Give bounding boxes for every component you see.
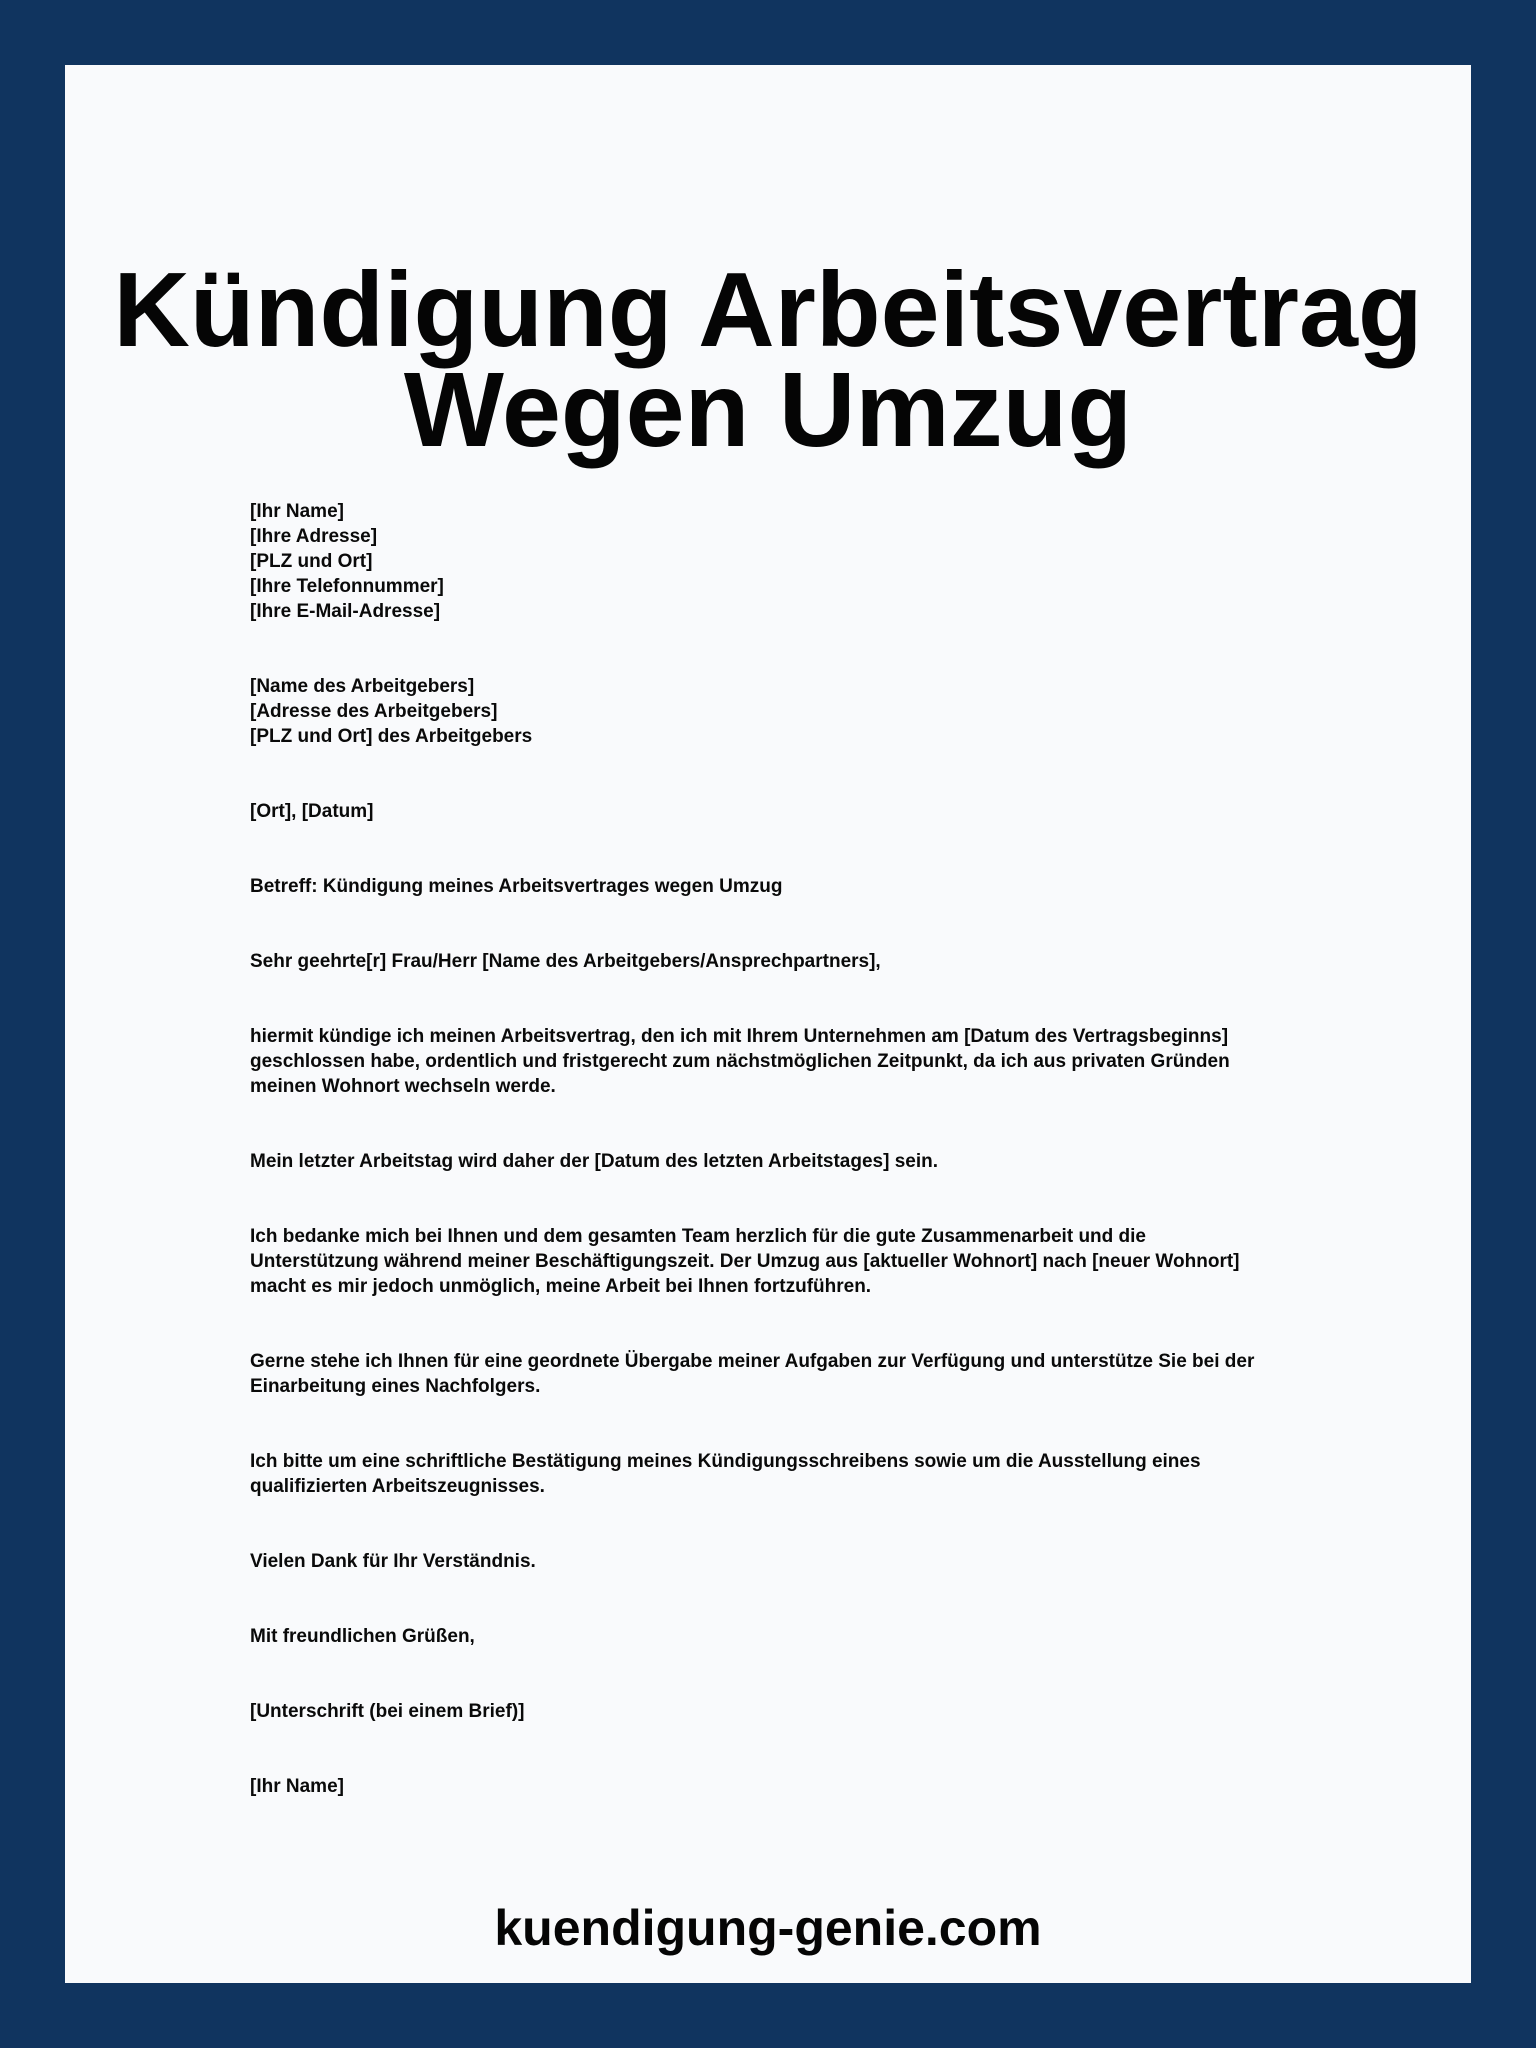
sender-name: [Ihr Name] (250, 501, 344, 522)
footer-website: kuendigung-genie.com (494, 1900, 1042, 1956)
paragraph-confirmation: Ich bitte um eine schriftliche Bestätigung meines Kündigungsschreibens sowie um die Ausstellung eines qualifizierten Arbeitszeugnisses. (250, 1451, 1201, 1497)
title-line-2: Wegen Umzug (403, 351, 1133, 469)
sender-email: [Ihre E-Mail-Adresse] (250, 601, 441, 622)
sender-phone: [Ihre Telefonnummer] (250, 576, 444, 597)
title-line-1: Kündigung Arbeitsvertrag (113, 251, 1423, 369)
signature-placeholder: [Unterschrift (bei einem Brief)] (250, 1701, 525, 1722)
sender-zip-city: [PLZ und Ort] (250, 551, 373, 572)
signer-name: [Ihr Name] (250, 1776, 344, 1797)
paragraph-thanks: Ich bedanke mich bei Ihnen und dem gesamten Team herzlich für die gute Zusammenarbeit und die Unterstützung während meiner Beschäftigungszeit. Der Umzug aus [aktueller Wohnort] nach [neuer Wohnort] macht es mir jedoch unmöglich, meine Arbeit bei Ihnen fortzuführen. (250, 1226, 1240, 1297)
paragraph-handover: Gerne stehe ich Ihnen für eine geordnete Übergabe meiner Aufgaben zur Verfügung und unterstütze Sie bei der Einarbeitung eines Nachfolgers. (250, 1351, 1255, 1397)
document-page (65, 65, 1471, 1983)
subject-line: Betreff: Kündigung meines Arbeitsvertrages wegen Umzug (250, 876, 783, 897)
recipient-zip-city: [PLZ und Ort] des Arbeitgebers (250, 726, 533, 747)
paragraph-notice: hiermit kündige ich meinen Arbeitsvertrag, den ich mit Ihrem Unternehmen am [Datum des Vertragsbeginns] geschlossen habe, ordentlich und fristgerecht zum nächstmöglichen Zeitpunkt, da ich aus privaten Gründen meinen Wohnort wechseln werde. (250, 1026, 1230, 1097)
recipient-block (250, 674, 1350, 749)
recipient-name: [Name des Arbeitgebers] (250, 676, 475, 697)
recipient-address: [Adresse des Arbeitgebers] (250, 701, 498, 722)
paragraph-gratitude: Vielen Dank für Ihr Verständnis. (250, 1551, 536, 1572)
place-date: [Ort], [Datum] (250, 801, 374, 822)
closing: Mit freundlichen Grüßen, (250, 1626, 475, 1647)
letter-body (250, 499, 1350, 1849)
paragraph-last-day: Mein letzter Arbeitstag wird daher der [Datum des letzten Arbeitstages] sein. (250, 1151, 939, 1172)
sender-block (250, 499, 1350, 624)
document-title (65, 251, 1471, 469)
salutation: Sehr geehrte[r] Frau/Herr [Name des Arbeitgebers/Ansprechpartners], (250, 951, 881, 972)
sender-address: [Ihre Adresse] (250, 526, 378, 547)
